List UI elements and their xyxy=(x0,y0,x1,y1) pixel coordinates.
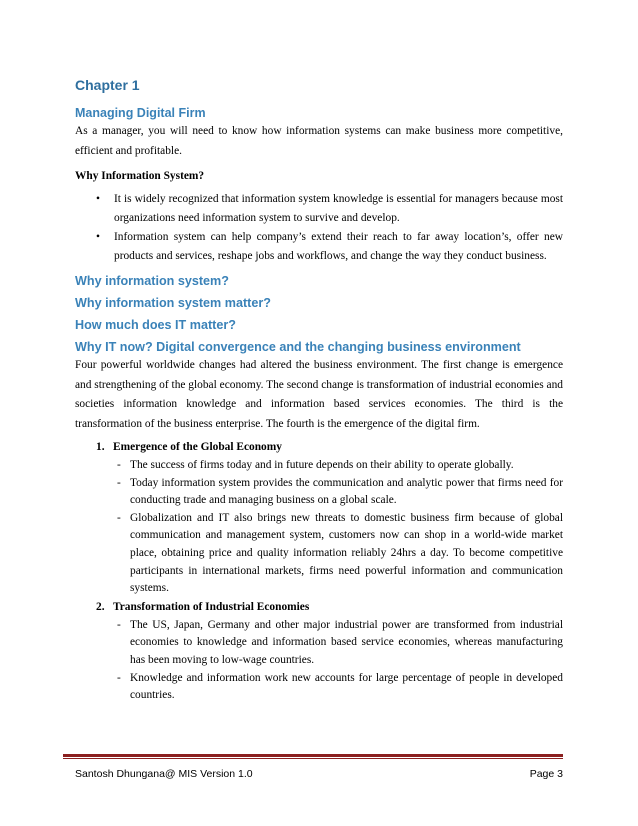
item-number: 1. xyxy=(96,441,105,453)
heading-why-information-system-matter: Why information system matter? xyxy=(75,296,271,310)
heading-why-it-now: Why IT now? Digital convergence and the changing business environment xyxy=(75,340,521,354)
bullet-icon: • xyxy=(96,231,100,243)
item-title: Emergence of the Global Economy xyxy=(113,441,282,453)
dash-icon: - xyxy=(117,671,121,684)
changes-paragraph: Four powerful worldwide changes had altered the business environment. The first change is emergence and strengthening of the global economy. The second change is transformation of industrial economies and societies information knowledge and information based services economies. The third is the transformation of the business enterprise. The fourth is the emergence of the digital firm. xyxy=(75,359,563,430)
bullet-list xyxy=(75,190,563,266)
footer-page-number: Page 3 xyxy=(529,768,563,780)
why-is-heading: Why Information System? xyxy=(75,170,205,182)
dash-text: The success of firms today and in future depends on their ability to operate globally. xyxy=(130,459,514,471)
dash-list xyxy=(113,617,563,705)
dash-icon: - xyxy=(117,476,121,489)
numbered-item xyxy=(75,438,563,598)
item-title: Transformation of Industrial Economies xyxy=(113,600,310,613)
dash-text: Knowledge and information work new accounts for large percentage of people in developed countries. xyxy=(130,671,563,702)
numbered-list xyxy=(75,438,563,705)
bullet-text: Information system can help company’s extend their reach to far away location’s, offer new products and services, reshape jobs and workflows, and change the way they conduct business. xyxy=(114,231,563,262)
dash-item xyxy=(113,510,563,598)
dash-text: Today information system provides the communication and analytic power that firms need for conducting trade and managing business on a global scale. xyxy=(130,476,563,507)
heading-why-information-system: Why information system? xyxy=(75,274,229,288)
dash-icon: - xyxy=(117,511,121,524)
dash-text: Globalization and IT also brings new threats to domestic business firm because of global communication and management system, customers now can shop in a world-wide market place, obtaining price and quality information reliably 24hrs a day. To become competitive participants in international markets, firms need powerful information and communication systems. xyxy=(130,511,563,595)
dash-icon: - xyxy=(117,618,121,631)
footer-author: Santosh Dhungana@ MIS Version 1.0 xyxy=(75,768,253,780)
dash-item xyxy=(113,670,563,705)
dash-item xyxy=(113,457,563,475)
section-title: Managing Digital Firm xyxy=(75,106,206,120)
item-number: 2. xyxy=(96,600,105,613)
intro-paragraph: As a manager, you will need to know how information systems can make business more competitive, efficient and profitable. xyxy=(75,125,563,157)
chapter-title: Chapter 1 xyxy=(75,77,140,93)
heading-how-much-it-matter: How much does IT matter? xyxy=(75,318,236,332)
dash-text: The US, Japan, Germany and other major industrial power are transformed from industrial economies to knowledge and information based service economies, whereas manufacturing has been moving to low-wage countries. xyxy=(130,618,563,666)
dash-icon: - xyxy=(117,459,121,471)
numbered-item xyxy=(75,598,563,705)
dash-list xyxy=(113,457,563,598)
bullet-item xyxy=(75,228,563,266)
dash-item xyxy=(113,475,563,510)
bullet-item xyxy=(75,190,563,228)
dash-item xyxy=(113,617,563,670)
footer-rule-thin xyxy=(63,758,563,759)
bullet-text: It is widely recognized that information system knowledge is essential for managers because most organizations need information system to survive and develop. xyxy=(114,193,563,224)
footer-rule-thick xyxy=(63,754,563,757)
page-content xyxy=(75,76,563,705)
bullet-icon: • xyxy=(96,193,100,205)
